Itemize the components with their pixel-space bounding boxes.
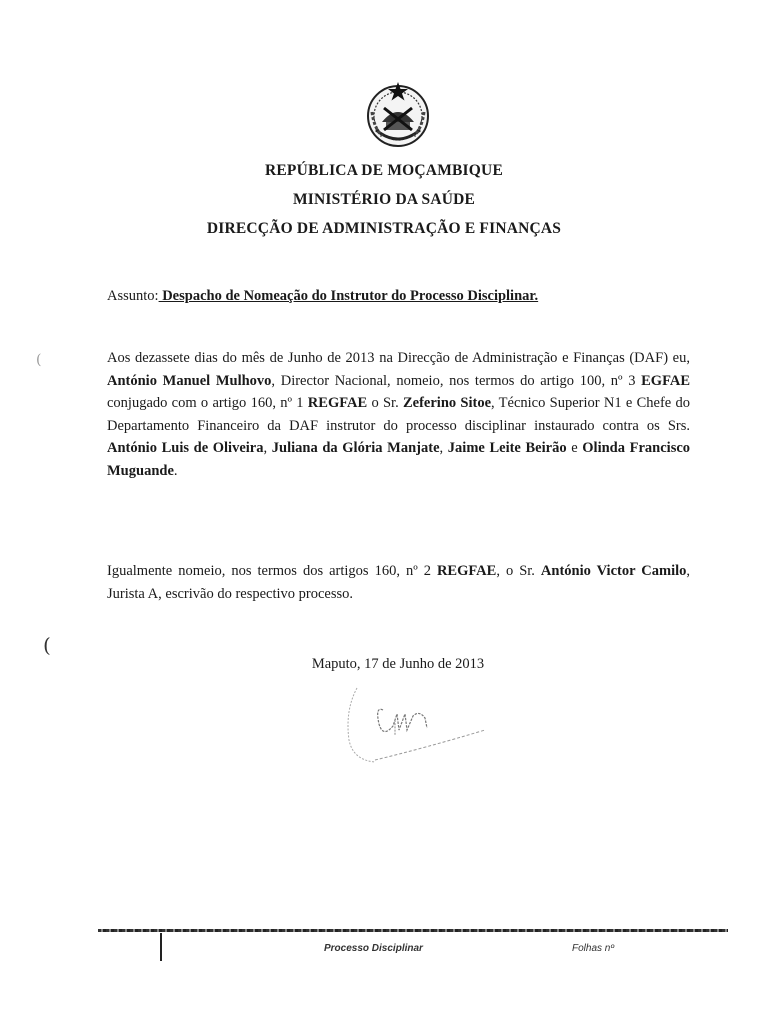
p1-text-8: e [566,440,583,457]
footer-sheets-label: Folhas nº [572,943,615,954]
footer-divider [160,933,162,961]
footer-rule [98,929,728,932]
header-republic: REPÚBLICA DE MOÇAMBIQUE [265,162,503,179]
p1-text-5: , Técnico Superior N1 e Chefe do Departamento Financeiro da DAF instrutor do processo disciplinar instaurado contra os Srs. [107,395,691,434]
p1-text-6: , [263,440,272,457]
director-name: António Manuel Mulhovo [107,372,272,389]
defendant-name-4: Olinda Francisco Muguande [107,440,691,479]
instructor-name: Zeferino Sitoe [402,395,492,412]
margin-mark-2: ( [43,633,51,657]
p1-text-2: , Director Nacional, nomeio, nos termos do artigo 100, nº 3 [271,372,642,389]
mozambique-coat-of-arms-icon [362,78,434,150]
paragraph-appointment-instructor [107,347,690,483]
egfae-ref: EGFAE [641,372,690,389]
defendant-name-3: Jaime Leite Beirão [447,440,567,457]
handwritten-signature [335,680,495,775]
regfae-ref-2: REGFAE [436,563,497,579]
clerk-name: António Victor Camilo [540,563,687,579]
p1-text-4: o Sr. [367,395,403,412]
margin-mark-1: ( [36,352,42,368]
defendant-name-2: Juliana da Glória Manjate [271,440,440,457]
subject-text: Despacho de Nomeação do Instrutor do Processo Disciplinar. [158,288,539,304]
subject-label: Assunto: [107,288,159,304]
subject-line [107,288,538,305]
regfae-ref: REGFAE [307,395,368,412]
p2-text-3: , Jurista A, escrivão do respectivo processo. [107,563,691,602]
defendant-name-1: António Luis de Oliveira [107,440,264,457]
p1-text-3: conjugado com o artigo 160, nº 1 [107,395,308,412]
p2-text-2: , o Sr. [496,563,541,579]
p1-text-7: , [439,440,448,457]
header-directorate: DIRECÇÃO DE ADMINISTRAÇÃO E FINANÇAS [206,220,562,237]
footer-process-label: Processo Disciplinar [324,943,423,954]
p1-text-1: Aos dezassete dias do mês de Junho de 2013 na Direcção de Administração e Finanças (DAF) eu, [107,350,690,366]
paragraph-appointment-clerk [107,560,690,605]
p2-text-1: Igualmente nomeio, nos termos dos artigos 160, nº 2 [107,563,437,579]
p1-text-9: . [173,462,178,479]
header-ministry: MINISTÉRIO DA SAÚDE [292,191,476,208]
place-and-date: Maputo, 17 de Junho de 2013 [311,656,485,672]
